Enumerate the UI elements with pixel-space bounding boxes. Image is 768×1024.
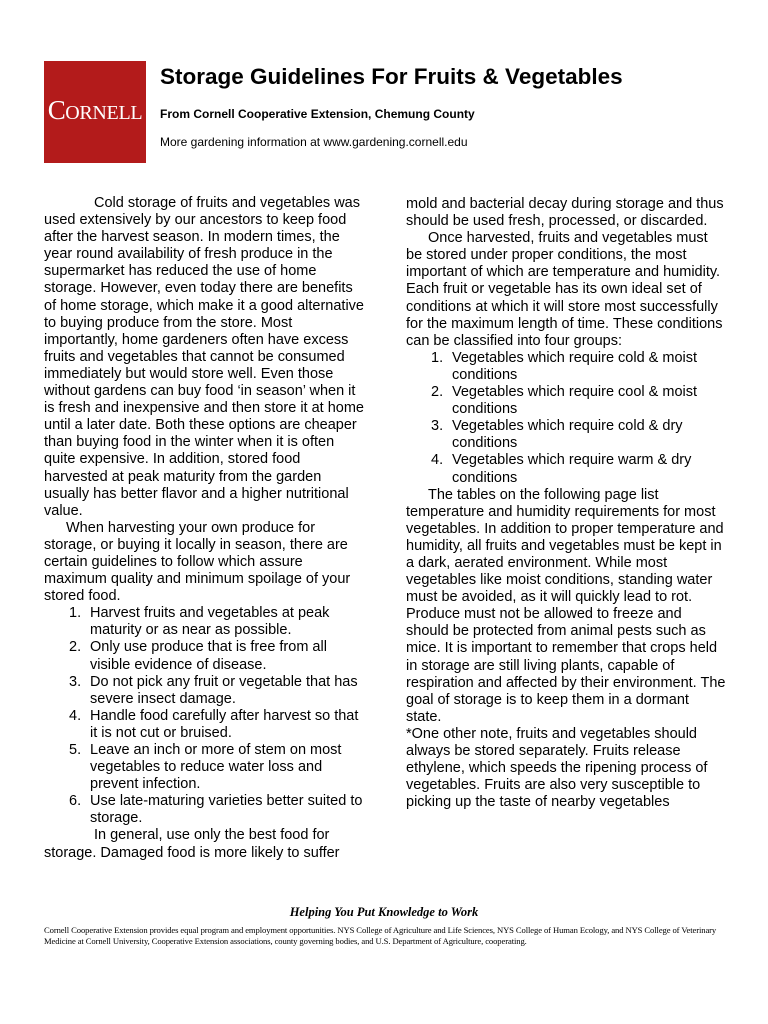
list-item: 2. Vegetables which require cool & moist conditions xyxy=(431,384,698,418)
separate-storage-note: *One other note, fruits and vegetables should always be stored separately. Fruits release ethylene, which speeds the ripening process of vegetables. Fruits are also very susceptible to picking up the taste of nearby vegetables xyxy=(406,725,708,811)
list-item: 3. Do not pick any fruit or vegetable that has severe insect damage. xyxy=(69,673,358,707)
conditions-paragraph: Once harvested, fruits and vegetables must be stored under proper conditions, the most important of which are temperature and humidity. Each fruit or vegetable has its own ideal set of conditions at which it will store most successfully for the maximum length of time. These conditions can be classified into four groups: xyxy=(406,230,723,349)
list-item: 4. Handle food carefully after harvest so that it is not cut or bruised. xyxy=(69,707,359,741)
list-item: 3. Vegetables which require cold & dry conditions xyxy=(431,418,683,452)
storage-groups-list xyxy=(406,350,726,487)
logo-wordmark: CORNELL xyxy=(47,95,143,125)
page-title: Storage Guidelines For Fruits & Vegetables xyxy=(160,64,623,89)
list-item: 6. Use late-maturing varieties better suited to storage. xyxy=(69,793,363,827)
right-column xyxy=(406,196,726,811)
list-item: 2. Only use produce that is free from all visible evidence of disease. xyxy=(69,639,327,673)
list-item: 1. Vegetables which require cold & moist conditions xyxy=(431,349,698,383)
tables-paragraph: The tables on the following page list temperature and humidity requirements for most vegetables. In addition to proper temperature and humidity, all fruits and vegetables must be kept in a dark, aerated environment. While most vegetables like moist conditions, standing water must be avoided, as it will quickly lead to rot. Produce must not be allowed to freeze and should be protected from animal pests such as mice. It is important to remember that crops held in storage are still living plants, capable of respiration and affected by their environment. The goal of storage is to keep them in a dormant state. xyxy=(406,486,726,725)
list-item: 4. Vegetables which require warm & dry conditions xyxy=(431,452,692,486)
left-column xyxy=(44,195,366,862)
intro-paragraph: Cold storage of fruits and vegetables was used extensively by our ancestors to keep food after the harvest season. In modern times, the year round availability of fresh produce in the supermarket has reduced the use of home storage. However, even today there are benefits of home storage, which make it a good alternative to buying produce from the store. Most importantly, home gardeners often have excess fruits and vegetables that cannot be consumed immediately but would store well. Even those without gardens can buy food ‘in season’ when it is fresh and inexpensive and then store it at home until a later date. Both these options are cheaper than buying food in the winter when it is often quite expensive. In addition, stored food harvested at peak maturity from the garden usually has better flavor and a higher nutritional value. xyxy=(44,195,364,519)
page-subtitle: From Cornell Cooperative Extension, Chemung County xyxy=(160,107,475,121)
footer-equal-opportunity-note: Cornell Cooperative Extension provides equal program and employment opportunities. NYS College of Agriculture and Life Sciences, NYS College of Human Ecology, and NYS College of Veterinary Medicine at Cornell University, Cooperative Extension associations, county governing bodies, and U.S. Department of Agriculture, cooperating. xyxy=(44,925,717,946)
list-item: 5. Leave an inch or more of stem on most vegetables to reduce water loss and prevent infection. xyxy=(69,742,342,793)
cornell-logo xyxy=(44,61,146,163)
list-item: 1. Harvest fruits and vegetables at peak maturity or as near as possible. xyxy=(69,605,330,639)
more-info-line: More gardening information at www.gardening.cornell.edu xyxy=(160,135,468,149)
best-food-paragraph: In general, use only the best food for storage. Damaged food is more likely to suffer xyxy=(44,827,340,861)
footer-tagline: Helping You Put Knowledge to Work xyxy=(289,905,479,919)
decay-paragraph: mold and bacterial decay during storage and thus should be used fresh, processed, or discarded. xyxy=(406,196,724,230)
harvest-guidelines-list xyxy=(44,605,366,827)
harvest-paragraph: When harvesting your own produce for storage, or buying it locally in season, there are certain guidelines to follow which assure maximum quality and minimum spoilage of your stored food. xyxy=(44,519,351,605)
